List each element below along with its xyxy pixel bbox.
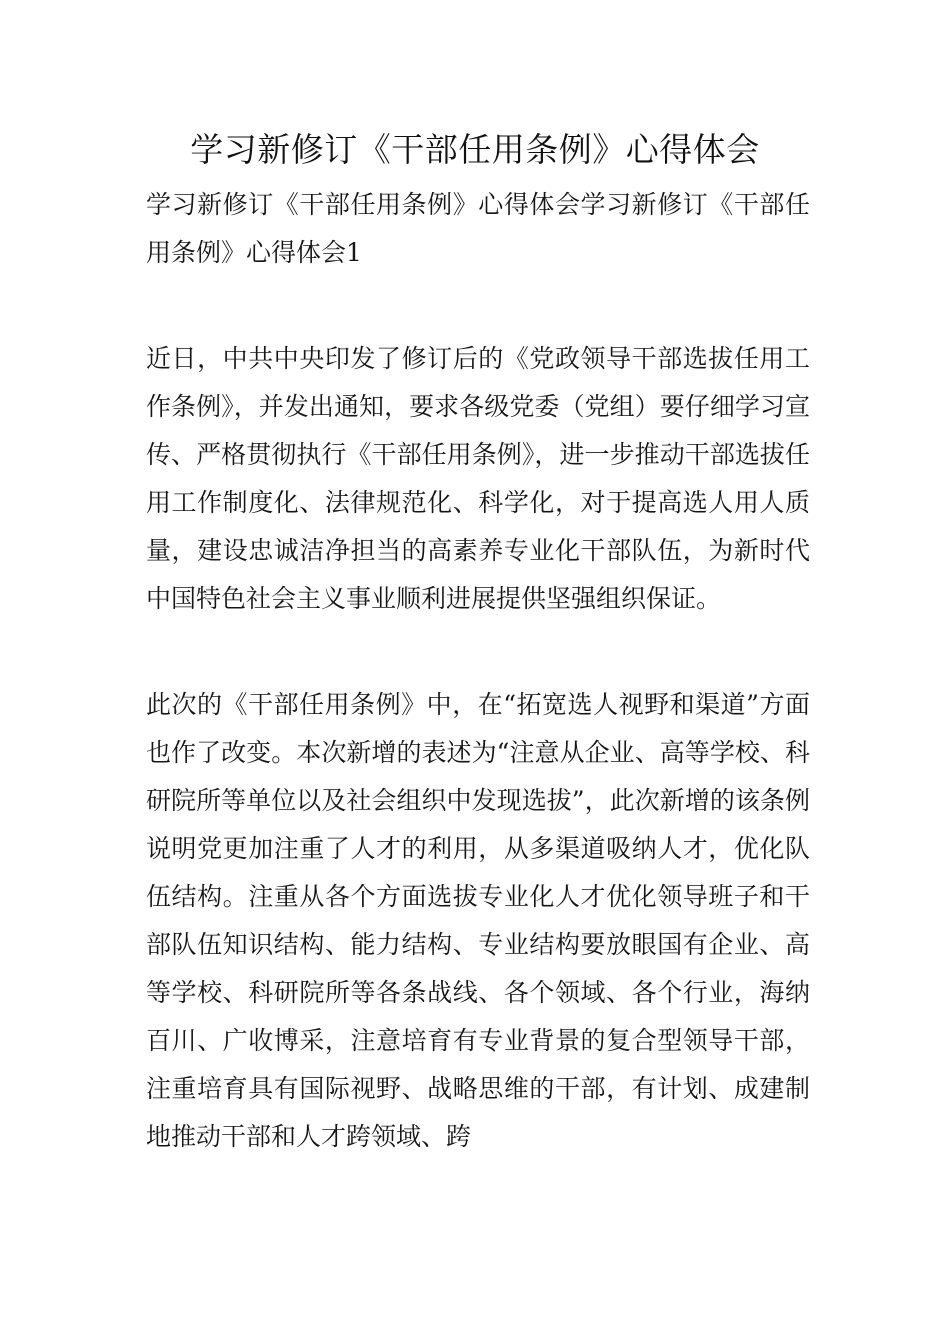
document-title: 学习新修订《干部任用条例》心得体会 [190,130,760,169]
body-paragraph-1: 近日，中共中央印发了修订后的《党政领导干部选拔任用工作条例》，并发出通知，要求各级党委（党组）要仔细学习宣传、严格贯彻执行《干部任用条例》，进一步推动干部选拔任用工作制度化、法律规范化、科学化，对于提高选人用人质量，建设忠诚洁净担当的高素养专业化干部队伍，为新时代中国特色社会主义事业顺利进展提供坚强组织保证。 [146,344,810,613]
document-subtitle: 学习新修订《干部任用条例》心得体会学习新修订《干部任用条例》心得体会1 [146,190,810,267]
body-paragraph-2: 此次的《干部任用条例》中，在“拓宽选人视野和渠道”方面也作了改变。本次新增的表述为“注意从企业、高等学校、科研院所等单位以及社会组织中发现选拔”，此次新增的该条例说明党更加注重了人才的利用，从多渠道吸纳人才，优化队伍结构。注重从各个方面选拔专业化人才优化领导班子和干部队伍知识结构、能力结构、专业结构要放眼国有企业、高等学校、科研院所等各条战线、各个领域、各个行业，海纳百川、广收博采，注意培育有专业背景的复合型领导干部，注重培育具有国际视野、战略思维的干部，有计划、成建制地推动干部和人才跨领域、跨 [146,690,810,1151]
document-body [146,181,810,1161]
